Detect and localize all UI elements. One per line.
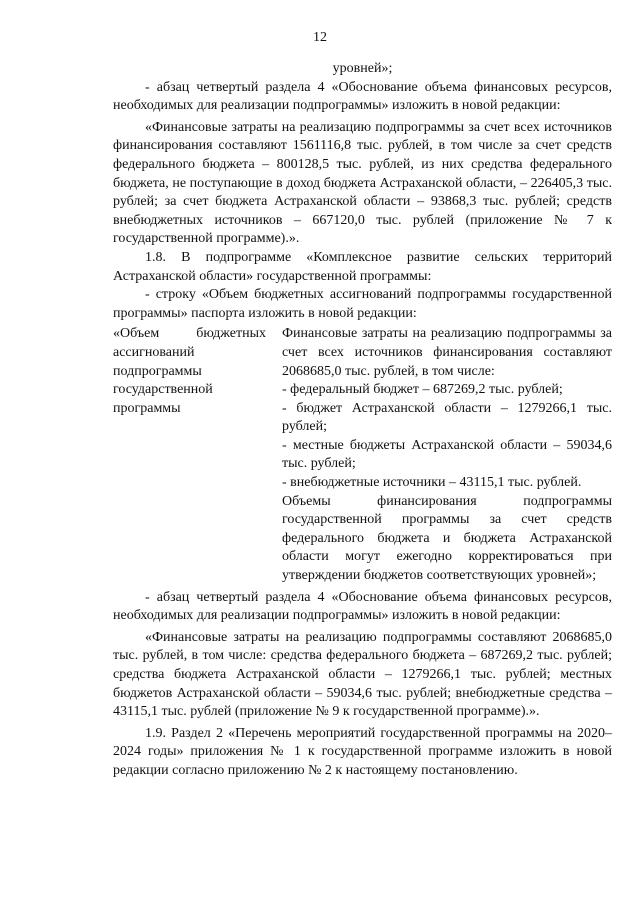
passport-value-line: - федеральный бюджет – 687269,2 тыс. рублей;	[282, 382, 563, 398]
passport-value-line: - местные бюджеты Астраханской области – 59034,6 тыс. рублей;	[282, 437, 612, 472]
passport-table-value	[282, 325, 612, 585]
paragraph-passport-row-instruction: - строку «Объем бюджетных ассигнований подпрограммы государственной программы» паспорта изложить в новой редакции:	[113, 287, 612, 321]
paragraph-financing-quote: «Финансовые затраты на реализацию подпрограммы за счет всех источников финансирования составляют 1561116,8 тыс. рублей, в том числе за счет средств федерального бюджета – 800128,5 тыс. рублей, из них средства федерального бюджета, не поступающие в доход бюджета Астраханской области, – 226405,3 тыс. рублей; за счет бюджета Астраханской области – 93868,3 тыс. рублей; средств внебюджетных источников – 667120,0 тыс. рублей (приложение № 7 к государственной программе).».	[113, 119, 612, 247]
passport-value-line: Финансовые затраты на реализацию подпрограммы за счет всех источников финансирования составляют 2068685,0 тыс. рублей, в том числе:	[282, 326, 612, 379]
passport-table	[113, 325, 612, 585]
paragraph-abzac-4-instruction-2: - абзац четвертый раздела 4 «Обоснование объема финансовых ресурсов, необходимых для реализации подпрограммы» изложить в новой редакции:	[113, 589, 612, 624]
page-number: 12	[313, 30, 327, 45]
passport-value-line: Объемы финансирования подпрограммы государственной программы за счет средств федерального бюджета и бюджета Астраханской области могут ежегодно корректироваться при утверждении бюджетов соответствующих уровней»;	[282, 493, 612, 584]
paragraph-continuation: уровней»;	[332, 61, 393, 76]
paragraph-financing-quote-2: «Финансовые затраты на реализацию подпрограммы составляют 2068685,0 тыс. рублей, в том числе: средства федерального бюджета – 687269,2 тыс. рублей; средства бюджета Астраханской области – 1279266,1 тыс. рублей; местных бюджетов Астраханской области – 59034,6 тыс. рублей; внебюджетные средства – 43115,1 тыс. рублей (приложение № 9 к государственной программе).».	[113, 629, 612, 720]
document-body	[113, 60, 612, 781]
paragraph-1-9: 1.9. Раздел 2 «Перечень мероприятий государственной программы на 2020–2024 годы» приложения № 1 к государственной программе изложить в новой редакции согласно приложению № 2 к настоящему постановлению.	[113, 725, 612, 778]
passport-table-label: «Объем бюджетных ассигнований подпрограммы государственной программы	[113, 326, 266, 416]
paragraph-1-8: 1.8. В подпрограмме «Комплексное развитие сельских территорий Астраханской области» государственной программы:	[113, 249, 612, 284]
paragraph-abzac-4-instruction: - абзац четвертый раздела 4 «Обоснование объема финансовых ресурсов, необходимых для реализации подпрограммы» изложить в новой редакции:	[113, 79, 612, 114]
passport-value-line: - внебюджетные источники – 43115,1 тыс. рублей.	[282, 475, 582, 491]
passport-value-line: - бюджет Астраханской области – 1279266,1 тыс. рублей;	[282, 400, 612, 435]
